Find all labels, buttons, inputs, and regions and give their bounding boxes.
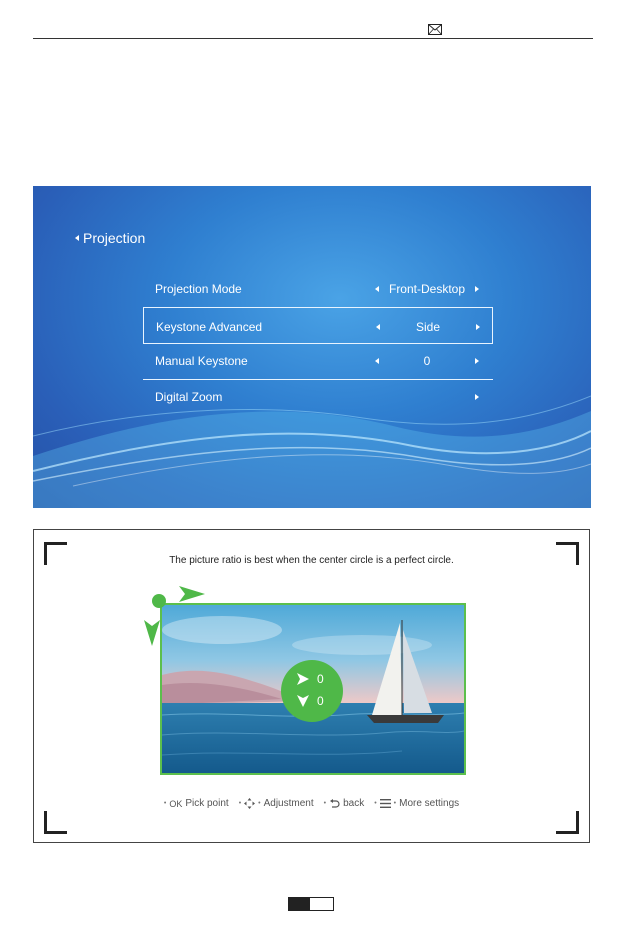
hint-more-settings: • • More settings <box>374 798 460 809</box>
vertical-value: 0 <box>317 694 324 708</box>
mail-icon <box>428 24 442 35</box>
row-label: Keystone Advanced <box>156 320 263 334</box>
arrow-down-icon <box>297 695 309 707</box>
row-value: Front-Desktop <box>388 282 466 296</box>
pick-point-marker[interactable] <box>152 594 166 608</box>
chevron-right-icon[interactable] <box>475 394 479 400</box>
menu-icon <box>380 799 391 808</box>
arrow-down-icon <box>144 620 160 646</box>
menu-row-manual-keystone[interactable] <box>143 344 493 378</box>
menu-row-projection-mode[interactable] <box>143 272 493 306</box>
chevron-right-icon[interactable] <box>475 286 479 292</box>
menu-title-label: Projection <box>83 230 146 246</box>
menu-row-keystone-advanced[interactable] <box>143 307 493 344</box>
row-label: Projection Mode <box>155 282 242 296</box>
corner-bracket-bottom-left <box>44 811 67 834</box>
projection-menu-screen <box>33 186 591 508</box>
dpad-icon <box>244 798 255 809</box>
chevron-right-icon[interactable] <box>476 324 480 330</box>
corner-bracket-bottom-right <box>556 811 579 834</box>
page-indicator <box>288 897 334 911</box>
horizontal-offset <box>297 672 324 686</box>
menu-title[interactable] <box>75 230 145 246</box>
row-value: Side <box>415 320 441 334</box>
back-icon <box>329 798 340 809</box>
instruction-text: The picture ratio is best when the center circle is a perfect circle. <box>169 555 454 566</box>
back-triangle-icon <box>75 235 79 241</box>
ok-key-label: OK <box>169 798 183 809</box>
keystone-adjust-screen <box>33 529 590 843</box>
hint-bar <box>34 798 589 809</box>
row-label: Digital Zoom <box>155 390 223 404</box>
hint-pick-point: • OK Pick point <box>163 798 229 809</box>
chevron-right-icon[interactable] <box>475 358 479 364</box>
center-circle <box>281 660 343 722</box>
menu-row-digital-zoom[interactable] <box>143 379 493 414</box>
hint-label: back <box>343 798 365 809</box>
hint-adjustment: • • Adjustment <box>238 798 314 809</box>
hint-label: Adjustment <box>263 798 314 809</box>
arrow-right-icon <box>179 586 205 602</box>
horizontal-value: 0 <box>317 672 324 686</box>
arrow-right-icon <box>297 673 309 685</box>
hint-back: • back <box>323 798 365 809</box>
row-label: Manual Keystone <box>155 354 248 368</box>
row-value: 0 <box>423 354 431 368</box>
vertical-offset <box>297 694 324 708</box>
hint-label: More settings <box>399 798 460 809</box>
page-indicator-fill <box>289 898 310 910</box>
header-rule <box>33 38 593 39</box>
hint-label: Pick point <box>185 798 229 809</box>
